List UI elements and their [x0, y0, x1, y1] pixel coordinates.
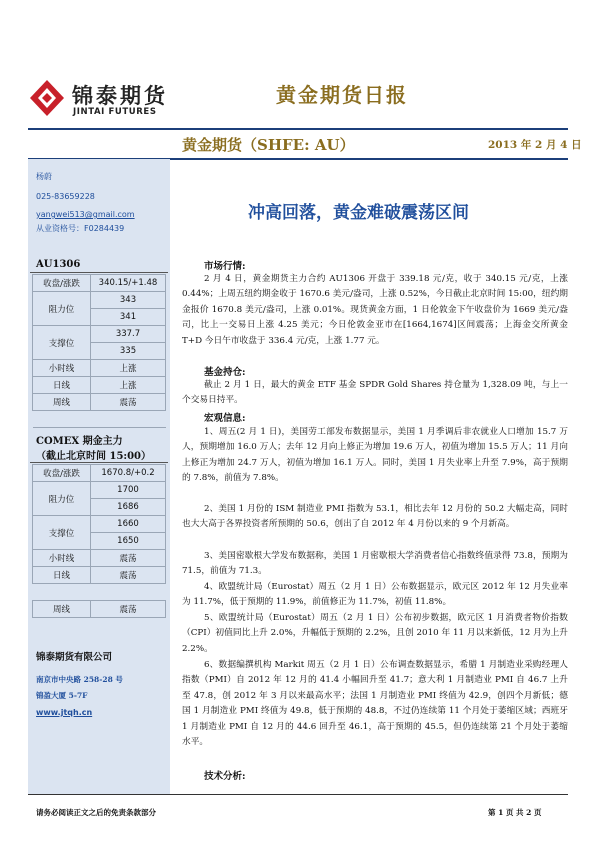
fund-paragraph: 截止 2 月 1 日，最大的黄金 ETF 基金 SPDR Gold Shares 持仓量为 1,328.09 吨，与上一个交易日持平。 [182, 380, 568, 406]
comex-section-title: COMEX 期金主力 [36, 436, 123, 447]
macro-item-2: 2、美国 1 月份的 ISM 制造业 PMI 指数为 53.1，相比去年 12 月份的 50.2 大幅走高，同时也大大高于各界投资者所预期的 50.6，创出了自 2012 年 4 月份以来的 9 个月新高。 [182, 504, 568, 530]
au-close-value: 340.15/+1.48 [91, 275, 166, 292]
fund-heading: 基金持仓: [204, 367, 246, 378]
comex-resist-1: 1700 [91, 482, 166, 499]
comex-week-label: 周线 [33, 601, 91, 618]
company-address-2: 锦盈大厦 5-7F [36, 691, 88, 700]
au-section-title: AU1306 [36, 259, 81, 270]
comex-table-spacer [33, 584, 166, 601]
comex-section-subtitle: （截止北京时间 15:00） [36, 451, 152, 462]
jintai-logo-icon [26, 78, 68, 120]
comex-support-2: 1650 [91, 533, 166, 550]
logo-chinese-name: 锦泰期货 [72, 84, 168, 108]
comex-hour-value: 震荡 [91, 550, 166, 567]
company-name: 锦泰期货有限公司 [36, 652, 113, 663]
au-support-2: 335 [91, 343, 166, 360]
au-resist-2: 341 [91, 309, 166, 326]
company-website-link[interactable]: www.jtqh.cn [36, 708, 93, 717]
macro-item-3: 3、美国密歇根大学发布数据称，美国 1 月密歇根大学消费者信心指数终值录得 73.8，预期为 71.5，前值为 71.3。 [182, 551, 568, 577]
comex-support-label: 支撑位 [33, 516, 91, 550]
comex-section-rule [30, 462, 168, 463]
analyst-email[interactable]: yangwei513@gmail.com [36, 210, 135, 219]
au-week-label: 周线 [33, 394, 91, 411]
tech-heading: 技术分析: [204, 771, 246, 782]
comex-quote-table [32, 464, 166, 618]
comex-hour-label: 小时线 [33, 550, 91, 567]
comex-resist-2: 1686 [91, 499, 166, 516]
article-headline: 冲高回落，黄金难破震荡区间 [248, 203, 469, 223]
analyst-phone: 025-83659228 [36, 192, 95, 201]
market-paragraph: 2 月 4 日，黄金期货主力合约 AU1306 开盘于 339.18 元/克，收于 340.15 元/克，上涨 0.44%；上周五纽约期金收于 1670.6 美元/盎司，上涨 0.52%，今日截止北京时间 15:00，纽约期金报价 1670.8 美元/盎司，上涨 0.01%。现货黄金方面，1 日伦敦金下午收盘价为 1669 美元/盎司，比上一交易日上涨 4.25 美元；今日伦敦金亚市在[1664,1674]区间震荡；上海金交所黄金 T+D 今日午市收盘于 336.4 元/克，上涨 1.77 元。 [182, 274, 568, 346]
company-address-1: 南京市中央路 258-28 号 [36, 675, 123, 684]
comex-day-value: 震荡 [91, 567, 166, 584]
au-resist-1: 343 [91, 292, 166, 309]
comex-day-label: 日线 [33, 567, 91, 584]
comex-week-value: 震荡 [91, 601, 166, 618]
au-hour-value: 上涨 [91, 360, 166, 377]
report-date: 2013 年 2 月 4 日 [488, 139, 582, 151]
au-day-value: 上涨 [91, 377, 166, 394]
au-resist-label: 阻力位 [33, 292, 91, 326]
au-support-label: 支撑位 [33, 326, 91, 360]
comex-support-1: 1660 [91, 516, 166, 533]
au-table-spacer [33, 411, 166, 428]
report-title: 黄金期货日报 [276, 83, 408, 107]
company-logo [26, 78, 176, 122]
au-day-label: 日线 [33, 377, 91, 394]
macro-item-5: 5、欧盟统计局（Eurostat）周五（2 月 1 日）公布初步数据，欧元区 1 月消费者物价指数（CPI）初值同比上升 2.0%，升幅低于预期的 2.2%，且创 2010 年 11 月以来新低，12 月为上升 2.2%。 [182, 613, 568, 654]
market-heading: 市场行情: [204, 261, 246, 272]
footer-page-number: 第 1 页 共 2 页 [488, 808, 542, 817]
au-close-label: 收盘/涨跌 [33, 275, 91, 292]
report-subtitle: 黄金期货（SHFE: AU） [182, 136, 355, 154]
comex-close-value: 1670.8/+0.2 [91, 465, 166, 482]
macro-item-4: 4、欧盟统计局（Eurostat）周五（2 月 1 日）公布数据显示，欧元区 2012 年 12 月失业率为 11.7%，低于预期的 11.9%，前值修正为 11.7%，初值 11.8%。 [182, 582, 568, 608]
macro-heading: 宏观信息: [204, 413, 246, 424]
au-hour-label: 小时线 [33, 360, 91, 377]
footer-divider [28, 794, 568, 795]
au-section-rule [30, 272, 168, 273]
au-support-1: 337.7 [91, 326, 166, 343]
au-week-value: 震荡 [91, 394, 166, 411]
header-divider-top [28, 128, 568, 130]
comex-resist-label: 阻力位 [33, 482, 91, 516]
analyst-name: 杨蔚 [36, 172, 52, 181]
macro-item-6: 6、数据编撰机构 Markit 周五（2 月 1 日）公布调查数据显示，希腊 1 月制造业采购经理人指数（PMI）自 2012 年 12 月的 41.4 小幅回升至 41.7；意大利 1 月制造业 PMI 自 46.7 上升至 47.8，创 2012 年 3 月以来最高水平；法国 1 月制造业 PMI 终值为 42.9，创四个月新低；德国 1 月制造业 PMI 终值为 49.8，低于预期的 48.8，不过仍连续第 11 个月处于萎缩区域；西班牙 1 月制造业 PMI 自 12 月的 44.6 回升至 46.1，高于预期的 45.5，但仍连续第 21 个月处于萎缩水平。 [182, 660, 568, 748]
macro-item-1: 1、周五(2 月 1 日)，美国劳工部发布数据显示，美国 1 月季调后非农就业人口增加 15.7 万人，预期增加 16.0 万人；去年 12 月向上修正为增加 19.6 万人，初值为增加 15.5 万人；11 月向上修正为增加 24.7 万人，初值为增加 16.1 万人。同时，美国 1 月失业率上升至 7.9%，高于预期的 7.8%，前值为 7.8%。 [182, 427, 568, 484]
comex-close-label: 收盘/涨跌 [33, 465, 91, 482]
au-quote-table [32, 274, 166, 428]
analyst-license: 从业资格号：F0284439 [36, 224, 125, 233]
logo-english-name: JINTAI FUTURES [73, 107, 157, 117]
footer-disclaimer: 请务必阅读正文之后的免责条款部分 [36, 808, 156, 817]
